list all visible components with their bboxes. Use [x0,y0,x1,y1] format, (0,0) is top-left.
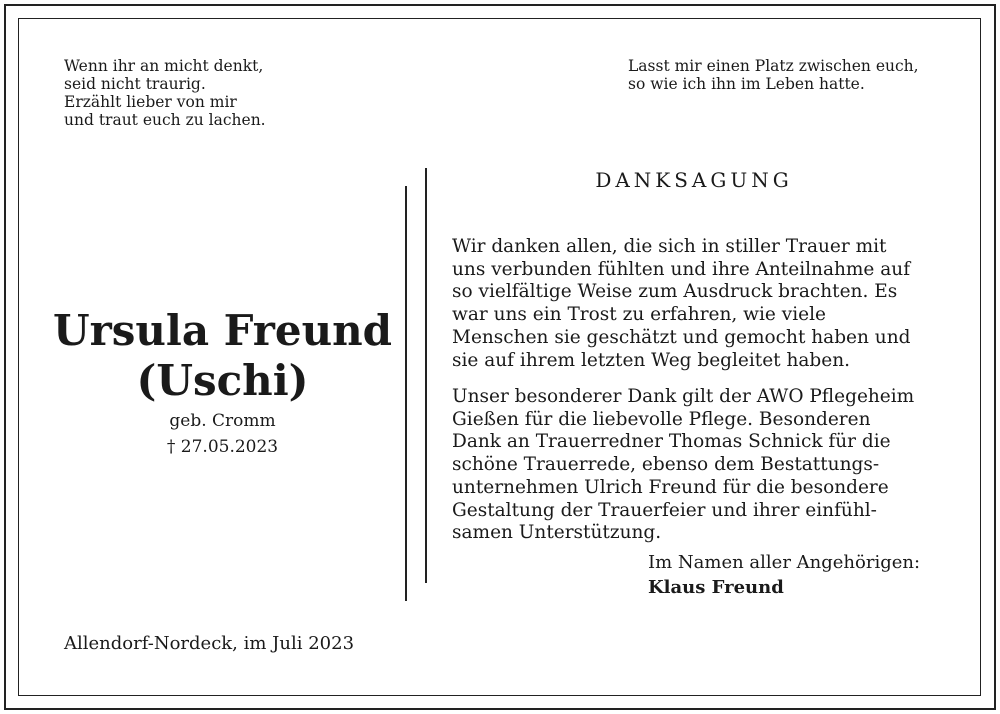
poem-right-line: Lasst mir einen Platz zwischen euch, [628,57,919,75]
paragraph-line: schöne Trauerrede, ebenso dem Bestattungs- [452,454,880,476]
place-and-date: Allendorf-Nordeck, im Juli 2023 [64,633,355,654]
divider-line-left [405,186,407,601]
paragraph-line: samen Unterstützung. [452,522,662,544]
paragraph-line: so vielfältige Weise zum Ausdruck brachten. Es [452,281,898,303]
paragraph-line: Gestaltung der Trauerfeier und ihrer einfühl- [452,499,877,521]
poem-left-line: Erzählt lieber von mir [64,93,237,111]
deceased-name: Ursula Freund [52,306,393,355]
signature-name: Klaus Freund [648,577,784,598]
poem-left-line: und traut euch zu lachen. [64,111,266,129]
paragraph-line: sie auf ihrem letzten Weg begleitet haben. [452,349,851,371]
paragraph-line: Gießen für die liebevolle Pflege. Besonderen [452,408,871,430]
thanks-paragraph-1 [452,236,936,372]
paragraph-line: Dank an Trauerredner Thomas Schnick für die [452,431,891,453]
deceased-nickname: (Uschi) [136,356,309,405]
paragraph-line: uns verbunden fühlten und ihre Anteilnahme auf [452,258,911,280]
paragraph-line: unternehmen Ulrich Freund für die besondere [452,476,889,498]
birth-name: geb. Cromm [169,411,276,431]
death-date: † 27.05.2023 [166,437,279,457]
heading-danksagung: DANKSAGUNG [595,168,793,192]
divider-line-right [425,168,427,583]
poem-right [628,57,919,93]
poem-right-line: so wie ich ihn im Leben hatte. [628,75,865,93]
poem-left-line: Wenn ihr an micht denkt, [64,57,264,75]
paragraph-line: war uns ein Trost zu erfahren, wie viele [452,304,826,326]
signature-intro: Im Namen aller Angehörigen: [648,552,921,573]
paragraph-line: Unser besonderer Dank gilt der AWO Pflegeheim [452,386,915,407]
thanks-paragraph-2 [452,386,936,545]
poem-left-line: seid nicht traurig. [64,75,206,93]
paragraph-line: Menschen sie geschätzt und gemocht haben und [452,326,911,348]
poem-left [64,57,266,129]
paragraph-line: Wir danken allen, die sich in stiller Trauer mit [452,236,887,257]
